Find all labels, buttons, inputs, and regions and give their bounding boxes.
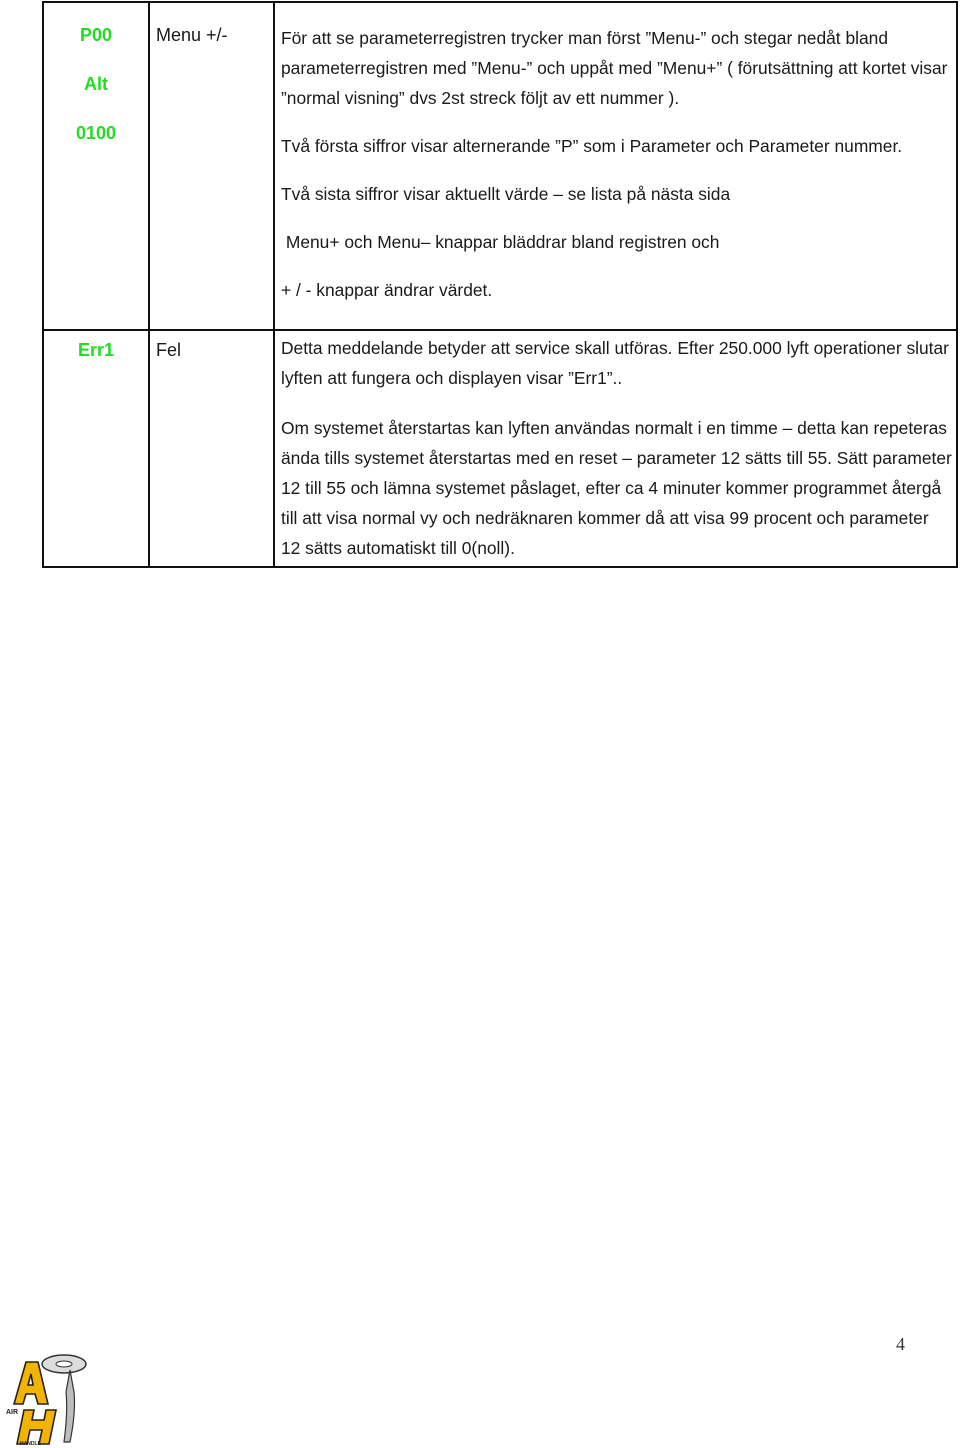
code-label: P00 [79, 25, 113, 45]
air-handle-logo-icon [4, 1352, 90, 1446]
description-paragraph: Detta meddelande betyder att service skall utföras. Efter 250.000 lyft operationer slutar lyften att fungera och displayen visar ”Err1”.. [281, 338, 949, 388]
table-row [43, 330, 957, 567]
description-paragraph: Menu+ och Menu– knappar bläddrar bland registren och [281, 232, 720, 252]
description-paragraph: Två sista siffror visar aktuellt värde – se lista på nästa sida [281, 184, 731, 204]
page-number: 4 [896, 1334, 905, 1354]
name-cell [149, 330, 274, 567]
code-cell [43, 330, 149, 567]
description-cell [274, 330, 957, 567]
logo-handle-text: HANDLE [20, 1441, 41, 1446]
parameter-table [42, 1, 958, 568]
code-label: 0100 [75, 123, 117, 143]
code-cell [43, 2, 149, 330]
code-label: Alt [84, 74, 108, 94]
name-label: Menu +/- [156, 25, 228, 45]
name-cell [149, 2, 274, 330]
description-paragraph: Två första siffror visar alternerande ”P” som i Parameter och Parameter nummer. [281, 136, 903, 156]
name-label: Fel [156, 340, 182, 360]
description-cell [274, 2, 957, 330]
description-paragraph: Om systemet återstartas kan lyften användas normalt i en timme – detta kan repeteras ända tills systemet återstartas med en reset – parameter 12 sätts till 55. Sätt parameter 12 till 55 och lämna systemet påslaget, efter ca 4 minuter kommer programmet återgå till att visa normal vy och nedräknaren kommer då att visa 99 procent och parameter 12 sätts automatiskt till 0(noll). [281, 418, 952, 558]
code-label: Err1 [77, 340, 115, 360]
description-paragraph: + / - knappar ändrar värdet. [281, 280, 493, 300]
logo-air-text: AIR [6, 1409, 19, 1416]
table-row [43, 2, 957, 330]
description-paragraph: För att se parameterregistren trycker man först ”Menu-” och stegar nedåt bland parameterregistren med ”Menu-” och uppåt med ”Menu+” ( förutsättning att kortet visar ”normal visning” dvs 2st streck följt av ett nummer ). [281, 28, 948, 108]
